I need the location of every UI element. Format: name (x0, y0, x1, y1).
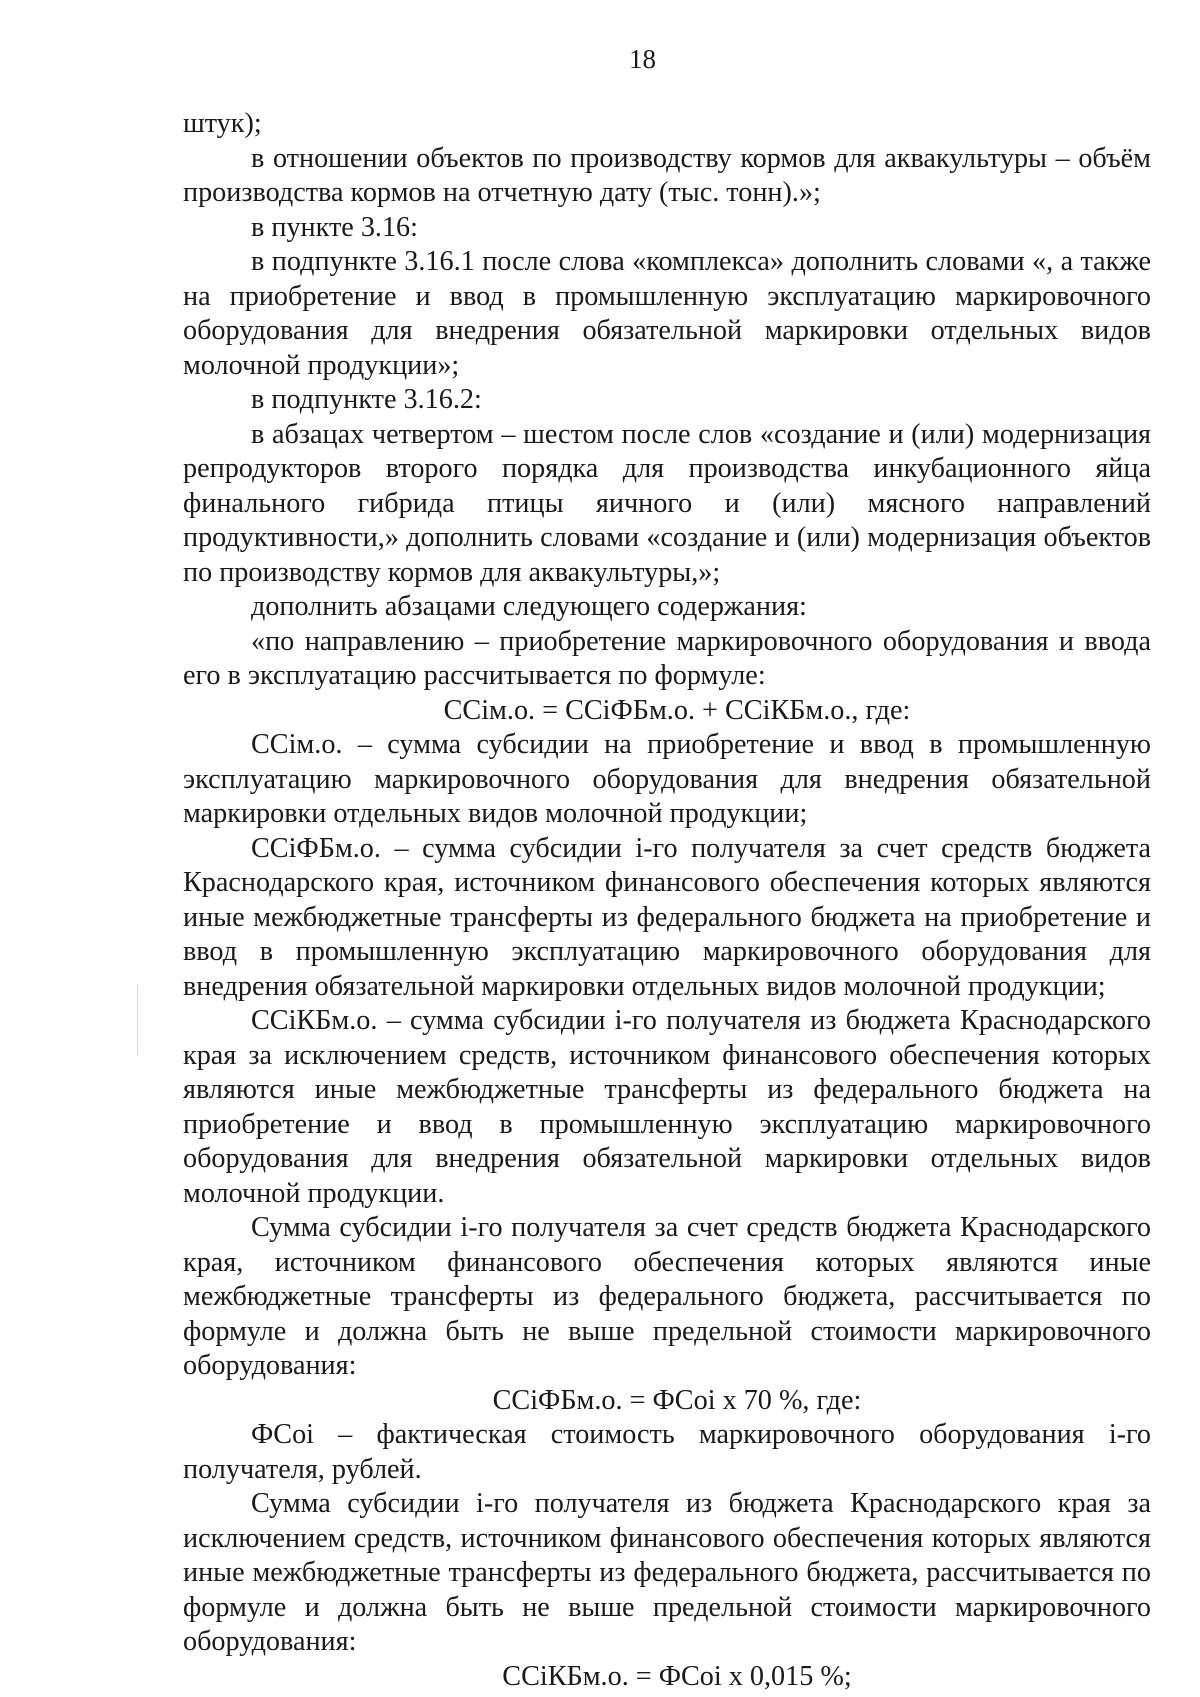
paragraph: ФСоi – фактическая стоимость маркировочного оборудования i-го получателя, рублей. (183, 1419, 1151, 1485)
page-number: 18 (629, 44, 656, 74)
paragraph: штук); (183, 108, 262, 139)
paragraph: в отношении объектов по производству кормов для аквакультуры – объём производства кормов на отчетную дату (тыс. тонн).»; (183, 142, 1151, 208)
paragraph: в подпункте 3.16.2: (251, 384, 482, 415)
formula: ССiм.о. = ССiФБм.о. + ССiКБм.о., где: (443, 694, 911, 726)
paragraph: в абзацах четвертом – шестом после слов «создание и (или) модернизация репродукторов второго порядка для производства инкубационного яйца финального гибрида птицы яичного и (или) мясного направлений продуктивности,» дополнить словами «создание и (или) модернизация объектов по производству кормов для аквакультуры,»; (183, 418, 1151, 588)
paragraph: Сумма субсидии i-го получателя из бюджета Краснодарского края за исключением средств, источником финансового обеспечения которых являются иные межбюджетные трансферты из федерального бюджета, рассчитывается по формуле и должна быть не выше предельной стоимости маркировочного оборудования: (183, 1488, 1151, 1657)
paragraph: Сумма субсидии i-го получателя за счет средств бюджета Краснодарского края, источником финансового обеспечения которых являются иные межбюджетные трансферты из федерального бюджета, рассчитывается по формуле и должна быть не выше предельной стоимости маркировочного оборудования: (183, 1212, 1151, 1381)
paragraph: в пункте 3.16: (251, 211, 418, 243)
paragraph: «по направлению – приобретение маркировочного оборудования и ввода его в эксплуатацию рассчитывается по формуле: (183, 625, 1151, 691)
paragraph: ССiКБм.о. – сумма субсидии i-го получателя из бюджета Краснодарского края за исключением средств, источником финансового обеспечения которых являются иные межбюджетные трансферты из федерального бюджета на приобретение и ввод в промышленную эксплуатацию маркировочного оборудования для внедрения обязательной маркировки отдельных видов молочной продукции. (183, 1005, 1151, 1209)
scan-edge-mark (137, 985, 138, 1055)
formula: ССiФБм.о. = ФСоi х 70 %, где: (492, 1384, 862, 1416)
paragraph: ССiФБм.о. – сумма субсидии i-го получателя за счет средств бюджета Краснодарского края, источником финансового обеспечения которых являются иные межбюджетные трансферты из федерального бюджета на приобретение и ввод в промышленную эксплуатацию маркировочного оборудования для внедрения обязательной маркировки отдельных видов молочной продукции; (183, 832, 1151, 1002)
paragraph: в подпункте 3.16.1 после слова «комплекса» дополнить словами «, а также на приобретение и ввод в промышленную эксплуатацию маркировочного оборудования для внедрения обязательной маркировки отдельных видов молочной продукции»; (183, 246, 1151, 381)
formula: ССiКБм.о. = ФСоi х 0,015 %; (502, 1660, 852, 1692)
paragraph: дополнить абзацами следующего содержания: (251, 591, 807, 622)
paragraph: ССiм.о. – сумма субсидии на приобретение и ввод в промышленную эксплуатацию маркировочного оборудования для внедрения обязательной маркировки отдельных видов молочной продукции; (183, 729, 1151, 829)
document-body (183, 107, 1151, 1694)
